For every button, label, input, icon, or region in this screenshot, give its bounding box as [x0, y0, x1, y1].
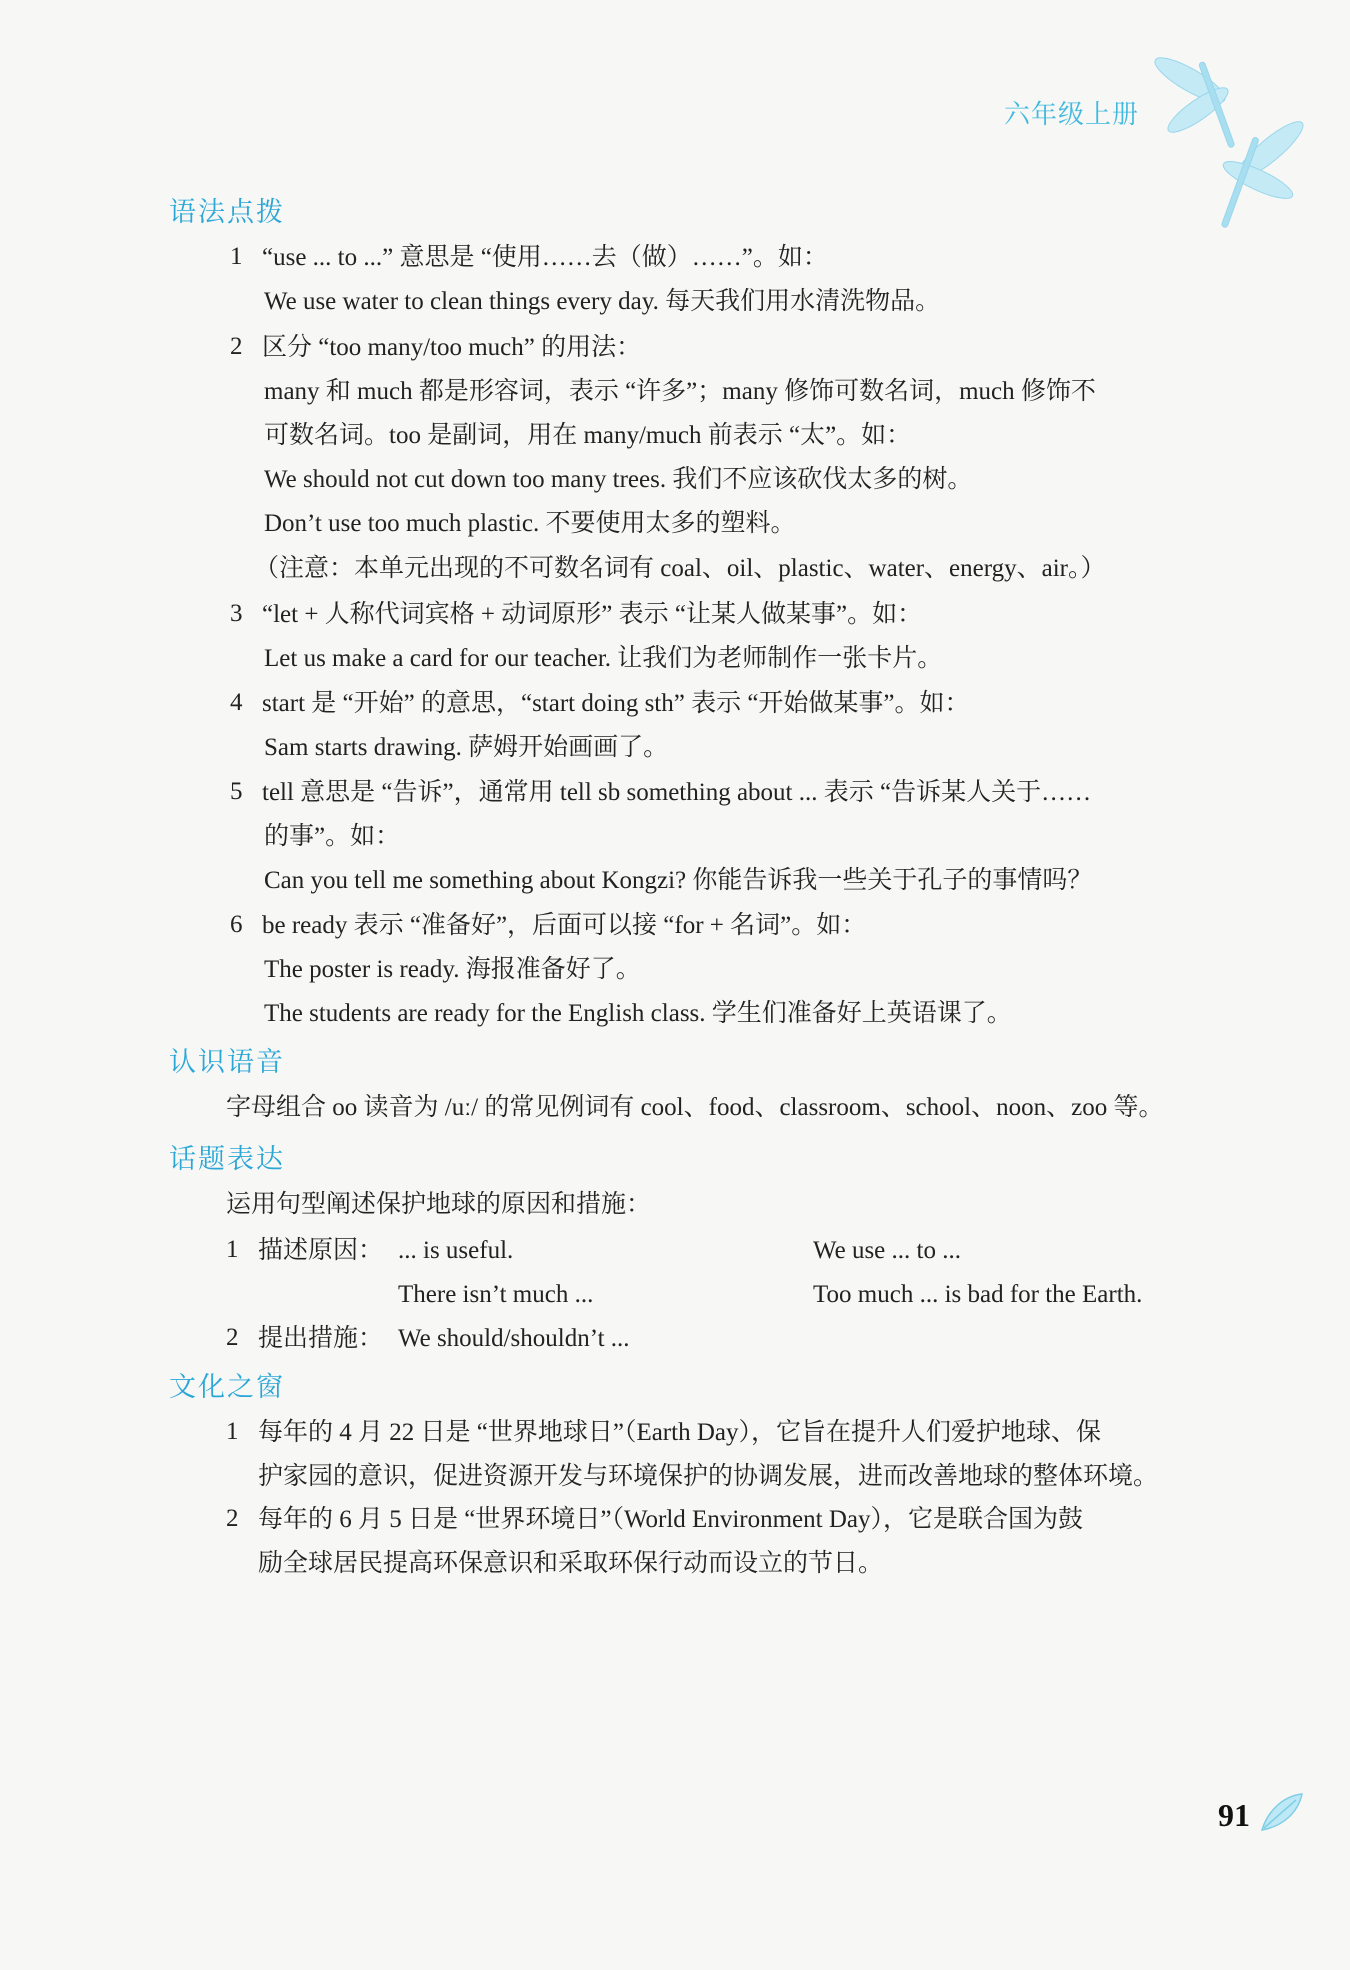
- culture-item-text: 每年的 6 月 5 日是 “世界环境日”（World Environment Day），它是联合国为鼓: [258, 1506, 1083, 1533]
- grammar-item-text: be ready 表示 “准备好”，后面可以接 “for + 名词”。如：: [262, 912, 867, 939]
- grammar-item-number: 3: [230, 600, 243, 627]
- grammar-example: The students are ready for the English class. 学生们准备好上英语课了。: [264, 1000, 1012, 1027]
- dragonfly-decoration-icon: [1150, 40, 1320, 230]
- grammar-example: We use water to clean things every day. 每天我们用水清洗物品。: [264, 288, 941, 315]
- culture-item-number: 2: [226, 1505, 239, 1532]
- grammar-example: The poster is ready. 海报准备好了。: [264, 956, 641, 983]
- grammar-item-text: start 是 “开始” 的意思，“start doing sth” 表示 “开始做某事”。如：: [262, 690, 970, 717]
- grammar-example: We should not cut down too many trees. 我们不应该砍伐太多的树。: [264, 466, 973, 493]
- topic-item-number: 1: [226, 1236, 239, 1263]
- grammar-item-text: many 和 much 都是形容词，表示 “许多”；many 修饰可数名词，much 修饰不: [264, 378, 1096, 405]
- topic-item-number: 2: [226, 1324, 239, 1351]
- section-title-culture: 文化之窗: [169, 1372, 285, 1403]
- culture-item-text: 励全球居民提高环保意识和采取环保行动而设立的节日。: [258, 1550, 884, 1577]
- grammar-item-number: 6: [230, 911, 243, 938]
- topic-item-label: 提出措施：: [258, 1325, 384, 1352]
- topic-phrase: ... is useful.: [398, 1237, 514, 1264]
- topic-intro: 运用句型阐述保护地球的原因和措施：: [226, 1191, 652, 1218]
- grammar-example: Let us make a card for our teacher. 让我们为老师制作一张卡片。: [264, 645, 943, 672]
- topic-phrase: We should/shouldn’t ...: [398, 1325, 630, 1352]
- topic-phrase: There isn’t much ...: [398, 1281, 594, 1308]
- grammar-item-number: 1: [230, 243, 243, 270]
- grammar-item-text: “let + 人称代词宾格 + 动词原形” 表示 “让某人做某事”。如：: [262, 601, 923, 628]
- section-title-grammar: 语法点拨: [169, 197, 285, 228]
- culture-item-text: 护家园的意识，促进资源开发与环境保护的协调发展，进而改善地球的整体环境。: [258, 1463, 1159, 1490]
- section-title-phonics: 认识语音: [169, 1047, 285, 1078]
- grammar-item-number: 5: [230, 778, 243, 805]
- page-number: 91: [1218, 1797, 1250, 1833]
- phonics-text: 字母组合 oo 读音为 /uː/ 的常见例词有 cool、food、classroom、school、noon、zoo 等。: [226, 1094, 1164, 1121]
- grammar-example: Sam starts drawing. 萨姆开始画画了。: [264, 734, 669, 761]
- grammar-example: Don’t use too much plastic. 不要使用太多的塑料。: [264, 510, 796, 537]
- culture-item-text: 每年的 4 月 22 日是 “世界地球日”（Earth Day），它旨在提升人们爱护地球、保: [258, 1419, 1101, 1446]
- leaf-decoration-icon: [1258, 1790, 1304, 1836]
- grammar-item-text: “use ... to ...” 意思是 “使用……去（做）……”。如：: [262, 244, 828, 271]
- topic-phrase: We use ... to ...: [813, 1237, 961, 1264]
- grammar-example: Can you tell me something about Kongzi? 你能告诉我一些关于孔子的事情吗？: [264, 867, 1093, 894]
- grammar-item-number: 2: [230, 333, 243, 360]
- topic-phrase: Too much ... is bad for the Earth.: [813, 1281, 1143, 1308]
- culture-item-number: 1: [226, 1418, 239, 1445]
- topic-item-label: 描述原因：: [258, 1237, 384, 1264]
- grammar-note: （注意：本单元出现的不可数名词有 coal、oil、plastic、water、energy、air。）: [254, 555, 1106, 582]
- grammar-item-text: 区分 “too many/too much” 的用法：: [262, 334, 642, 361]
- grammar-item-number: 4: [230, 689, 243, 716]
- section-title-topic: 话题表达: [169, 1144, 285, 1175]
- grade-label: 六年级上册: [1004, 100, 1140, 130]
- grammar-item-text: 的事”。如：: [264, 823, 401, 850]
- grammar-item-text: tell 意思是 “告诉”，通常用 tell sb something about ... 表示 “告诉某人关于……: [262, 779, 1092, 806]
- grammar-item-text: 可数名词。too 是副词，用在 many/much 前表示 “太”。如：: [264, 422, 912, 449]
